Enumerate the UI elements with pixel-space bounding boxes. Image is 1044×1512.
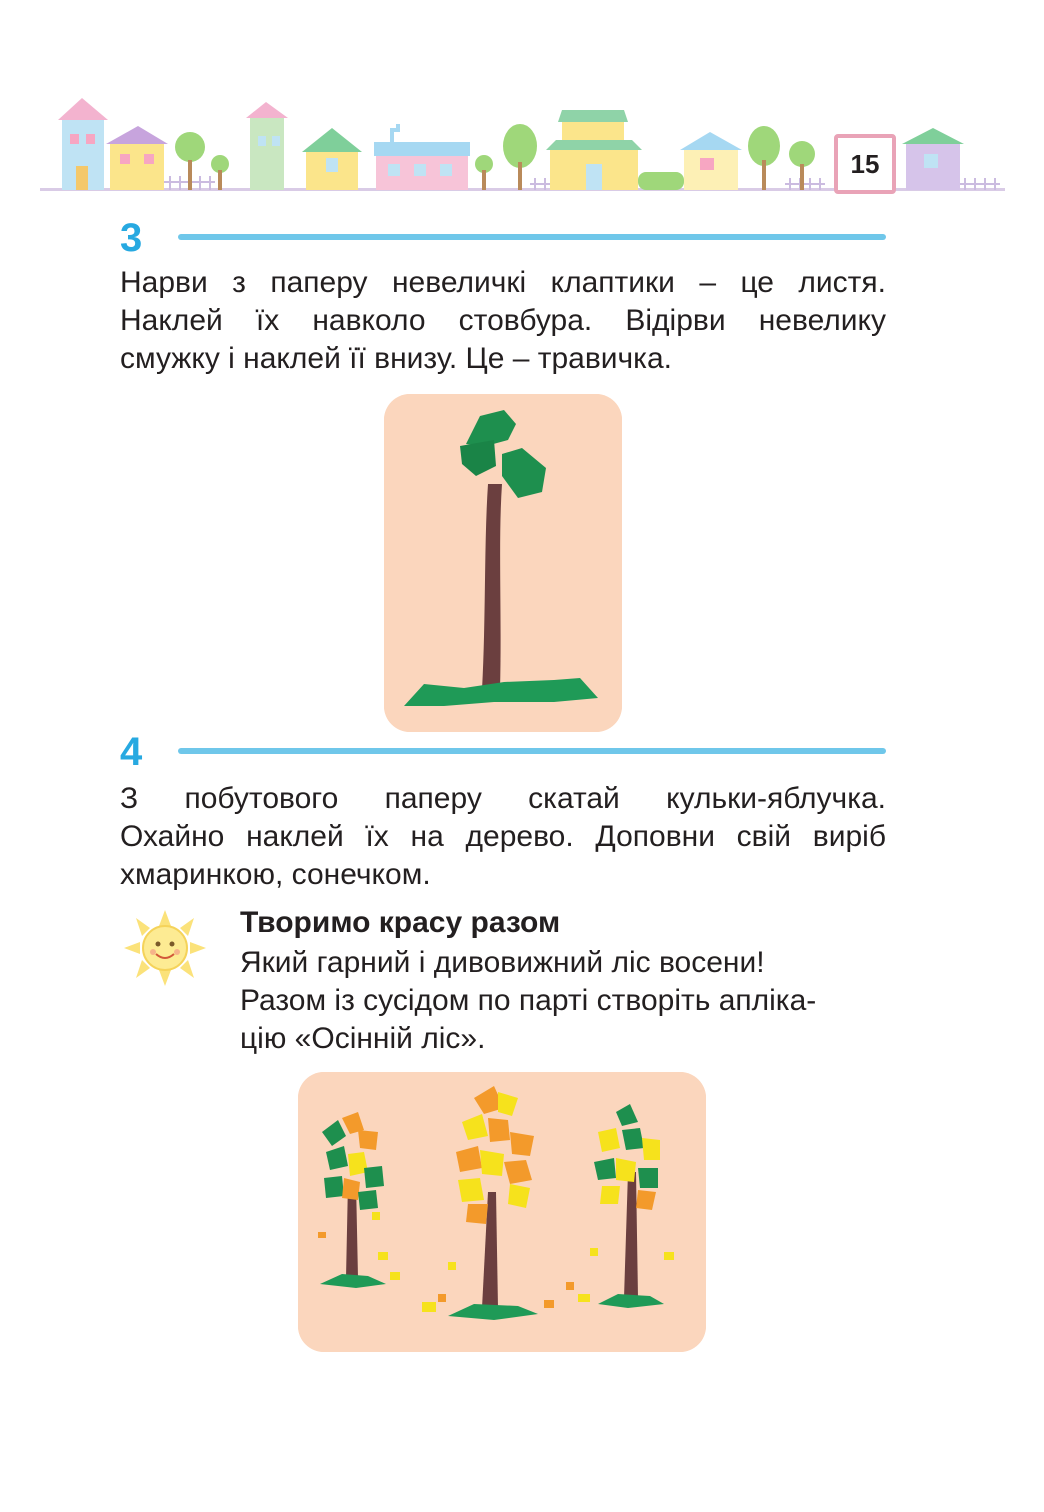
step-4-divider	[178, 748, 886, 754]
note-text	[240, 944, 886, 1058]
step-4-line-2: Охайно наклей їх на дерево. Доповни свій виріб	[120, 820, 886, 853]
step-number-3: 3	[120, 216, 143, 260]
note-line-3: цію «Осінній ліс».	[240, 1022, 486, 1055]
step-3-line-1: Нарви з паперу невеличкі клаптики – це листя.	[120, 266, 886, 299]
step-number-4: 4	[120, 730, 143, 774]
step-3-divider	[178, 234, 886, 240]
sun-icon	[120, 908, 210, 988]
autumn-forest-applique-photo	[298, 1072, 706, 1352]
step-3-line-2: Наклей їх навколо стовбура. Відірви невелику	[120, 304, 886, 337]
note-title: Творимо красу разом	[240, 906, 561, 939]
page-number: 15	[834, 134, 896, 194]
step-4-instructions	[120, 780, 886, 894]
single-tree-applique-photo	[384, 394, 622, 732]
note-line-2: Разом із сусідом по парті створіть аплiка-	[240, 984, 817, 1017]
step-4-line-1: З побутового паперу скатай кульки-яблучка.	[120, 782, 886, 815]
step-3-instructions	[120, 264, 886, 378]
step-4-line-3: хмаринкою, сонечком.	[120, 858, 431, 891]
step-3-line-3: смужку і наклей її внизу. Це – травичка.	[120, 342, 672, 375]
note-line-1: Який гарний і дивовижний ліс восени!	[240, 946, 765, 979]
